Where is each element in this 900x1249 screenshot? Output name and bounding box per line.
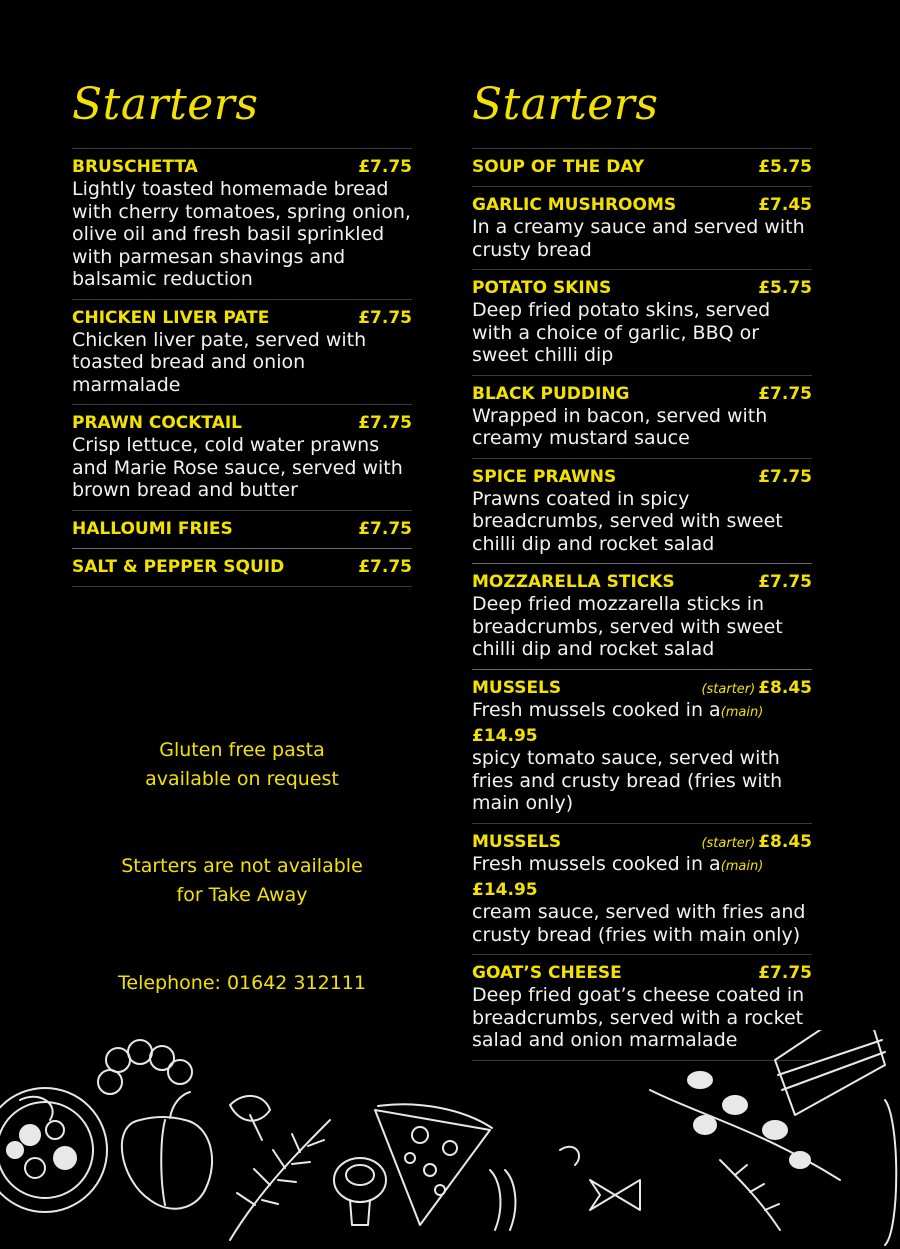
starter-price	[701, 677, 812, 701]
item-price: £5.75	[758, 157, 812, 177]
price-value: £8.45	[758, 677, 812, 698]
herb-icon	[230, 1096, 330, 1240]
item-price: £7.75	[758, 963, 812, 983]
price-value: £8.45	[758, 831, 812, 852]
item-price: £7.75	[758, 572, 812, 592]
item-name: MUSSELS	[472, 831, 562, 852]
item-description: Deep fried mozzarella sticks in breadcrumbs, served with sweet chilli dip and rocket salad	[472, 593, 783, 660]
item-description: Lightly toasted homemade bread with cherry tomatoes, spring onion, olive oil and fresh basil sprinkled with parmesan shavings and balsamic reduction	[72, 178, 411, 290]
item-name: SOUP OF THE DAY	[472, 157, 645, 177]
item-price: £7.75	[758, 383, 812, 404]
item-description: Chicken liver pate, served with toasted bread and onion marmalade	[72, 328, 367, 396]
menu-item	[72, 549, 412, 587]
item-name: GARLIC MUSHROOMS	[472, 195, 677, 215]
item-description: In a creamy sauce and served with crusty bread	[472, 216, 805, 261]
description-rest: cream sauce, served with fries and crusty bread (fries with main only)	[472, 901, 806, 946]
price-label: (main)	[720, 858, 764, 874]
note-line: Gluten free pasta	[159, 739, 325, 761]
note-line: available on request	[145, 768, 339, 790]
gluten-free-note	[72, 736, 412, 794]
item-price: £7.75	[358, 157, 412, 177]
left-menu-column	[72, 76, 412, 587]
item-name: HALLOUMI FRIES	[72, 518, 233, 539]
menu-item	[72, 511, 412, 549]
menu-item	[72, 300, 412, 406]
section-heading: Starters	[72, 79, 259, 130]
item-name: BLACK PUDDING	[472, 383, 630, 404]
menu-item	[72, 149, 412, 300]
pomegranate-icon	[0, 1088, 107, 1212]
item-description: Deep fried potato skins, served with a choice of garlic, BBQ or sweet chilli dip	[472, 299, 771, 366]
item-name: SALT & PEPPER SQUID	[72, 556, 285, 577]
menu-item	[472, 670, 812, 824]
telephone-note	[72, 969, 412, 998]
item-price: £7.75	[758, 466, 812, 487]
mushroom-icon	[334, 1158, 386, 1225]
note-line: for Take Away	[176, 884, 308, 906]
menu-item	[472, 459, 812, 565]
menu-item	[72, 405, 412, 511]
item-price: £7.75	[358, 413, 412, 433]
main-price: £14.95	[472, 880, 538, 900]
item-price: £7.45	[758, 195, 812, 215]
description-first-line: Fresh mussels cooked in a	[472, 852, 721, 875]
menu-item	[472, 824, 812, 956]
item-price: £7.75	[358, 307, 412, 328]
item-price: £7.75	[358, 518, 412, 539]
menu-item	[472, 376, 812, 459]
description-first-line: Fresh mussels cooked in a	[472, 698, 721, 721]
item-name: MOZZARELLA STICKS	[472, 572, 675, 592]
item-name: MUSSELS	[472, 677, 562, 698]
pizza-slice-icon	[375, 1104, 492, 1225]
menu-item	[472, 187, 812, 270]
item-description: Crisp lettuce, cold water prawns and Marie Rose sauce, served with brown bread and butter	[72, 434, 403, 501]
pepper-edge-icon	[885, 1100, 896, 1245]
item-name: GOAT’S CHEESE	[472, 963, 622, 983]
item-price: £5.75	[758, 278, 812, 298]
menu-item	[472, 564, 812, 670]
item-description: Deep fried goat’s cheese coated in breadcrumbs, served with a rocket salad and onion marmalade	[472, 984, 805, 1051]
item-name: BRUSCHETTA	[72, 157, 198, 177]
menu-item	[472, 149, 812, 187]
right-menu-column	[472, 76, 812, 1061]
item-description	[472, 853, 812, 947]
item-name: POTATO SKINS	[472, 278, 612, 298]
olive-branch-icon	[650, 1072, 840, 1230]
food-illustration-border	[0, 1030, 900, 1249]
pasta-icon	[490, 1147, 640, 1230]
takeaway-note	[72, 852, 412, 910]
item-price: £7.75	[358, 556, 412, 577]
description-rest: spicy tomato sauce, served with fries and crusty bread (fries with main only)	[472, 747, 783, 814]
menu-list	[72, 148, 412, 587]
cake-slice-icon	[775, 1030, 885, 1115]
note-line: Starters are not available	[121, 855, 363, 877]
menu-item	[472, 270, 812, 376]
item-description: Wrapped in bacon, served with creamy mustard sauce	[472, 404, 768, 449]
menu-list	[472, 148, 812, 1061]
item-name: PRAWN COCKTAIL	[72, 413, 243, 433]
telephone-number: Telephone: 01642 312111	[118, 972, 366, 994]
price-label: (starter)	[701, 835, 756, 851]
item-description	[472, 699, 812, 815]
bell-pepper-icon	[98, 1040, 212, 1209]
item-name: SPICE PRAWNS	[472, 466, 617, 487]
section-heading: Starters	[472, 79, 659, 130]
main-price: £14.95	[472, 726, 538, 746]
item-description: Prawns coated in spicy breadcrumbs, served with sweet chilli dip and rocket salad	[472, 487, 783, 555]
price-label: (starter)	[701, 681, 756, 697]
price-label: (main)	[720, 704, 764, 720]
starter-price	[701, 831, 812, 855]
item-name: CHICKEN LIVER PATE	[72, 307, 270, 328]
